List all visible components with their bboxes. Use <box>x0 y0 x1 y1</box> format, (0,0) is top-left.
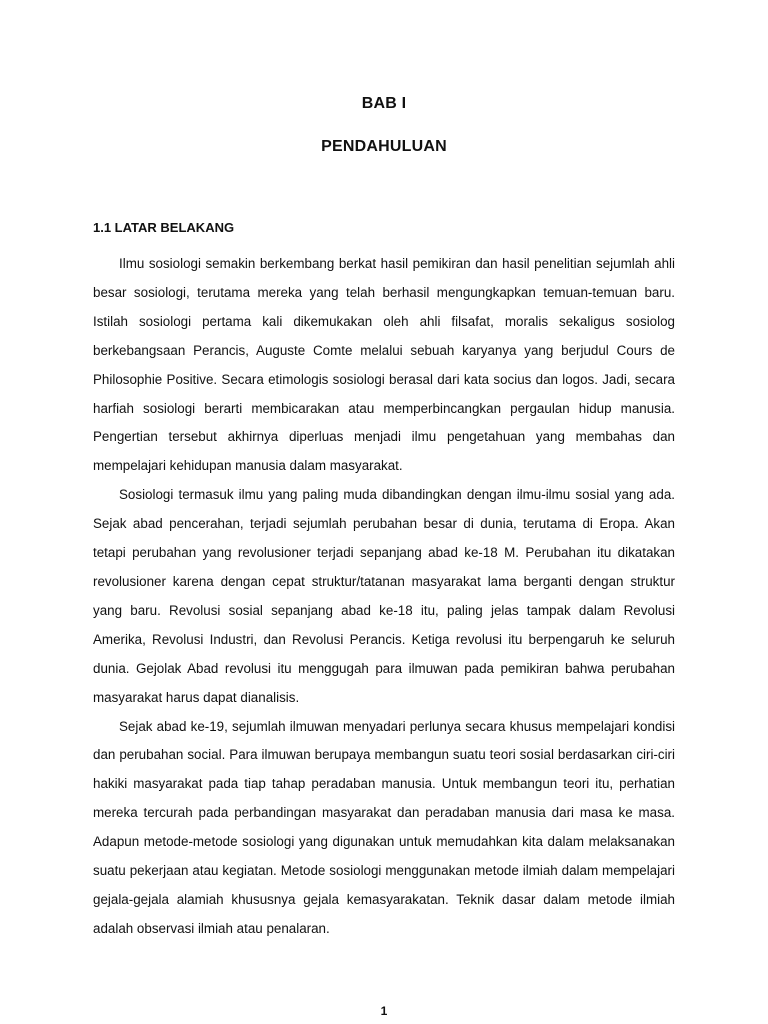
paragraph-2: Sosiologi termasuk ilmu yang paling muda dibandingkan dengan ilmu-ilmu sosial yang ada. Sejak abad pencerahan, terjadi sejumlah perubahan besar di dunia, terutama di Eropa. Akan tetapi perubahan yang revolusioner terjadi sepanjang abad ke-18 M. Perubahan itu dikatakan revolusioner karena dengan cepat struktur/tatanan masyarakat lama berganti dengan struktur yang baru. Revolusi sosial sepanjang abad ke-18 itu, paling jelas tampak dalam Revolusi Amerika, Revolusi Industri, dan Revolusi Perancis. Ketiga revolusi itu berpengaruh ke seluruh dunia. Gejolak Abad revolusi itu menggugah para ilmuwan pada pemikiran bahwa perubahan masyarakat harus dapat dianalisis. <box>93 487 675 705</box>
body-text <box>93 250 675 944</box>
chapter-title: PENDAHULUAN <box>321 138 447 155</box>
chapter-number: BAB I <box>361 95 407 112</box>
page-number: 1 <box>380 1004 388 1018</box>
paragraph-3: Sejak abad ke-19, sejumlah ilmuwan menyadari perlunya secara khusus mempelajari kondisi dan perubahan social. Para ilmuwan berupaya membangun suatu teori sosial berdasarkan ciri-ciri hakiki masyarakat pada tiap tahap peradaban manusia. Untuk membangun teori itu, perhatian mereka tercurah pada perbandingan masyarakat dan peradaban manusia dari masa ke masa. Adapun metode-metode sosiologi yang digunakan untuk memudahkan kita dalam melaksanakan suatu pekerjaan atau kegiatan. Metode sosiologi menggunakan metode ilmiah dalam mempelajari gejala-gejala alamiah khususnya gejala kemasyarakatan. Teknik dasar dalam metode ilmiah adalah observasi ilmiah atau penalaran. <box>93 718 675 936</box>
paragraph-1: Ilmu sosiologi semakin berkembang berkat hasil pemikiran dan hasil penelitian sejumlah ahli besar sosiologi, terutama mereka yang telah berhasil mengungkapkan temuan-temuan baru. Istilah sosiologi pertama kali dikemukakan oleh ahli filsafat, moralis sekaligus sosiolog berkebangsaan Perancis, Auguste Comte melalui sebuah karyanya yang berjudul Cours de Philosophie Positive. Secara etimologis sosiologi berasal dari kata socius dan logos. Jadi, secara harfiah sosiologi berarti membicarakan atau memperbincangkan pergaulan hidup manusia. Pengertian tersebut akhirnya diperluas menjadi ilmu pengetahuan yang membahas dan mempelajari kehidupan manusia dalam masyarakat. <box>93 256 675 474</box>
section-heading: 1.1 LATAR BELAKANG <box>93 220 235 235</box>
